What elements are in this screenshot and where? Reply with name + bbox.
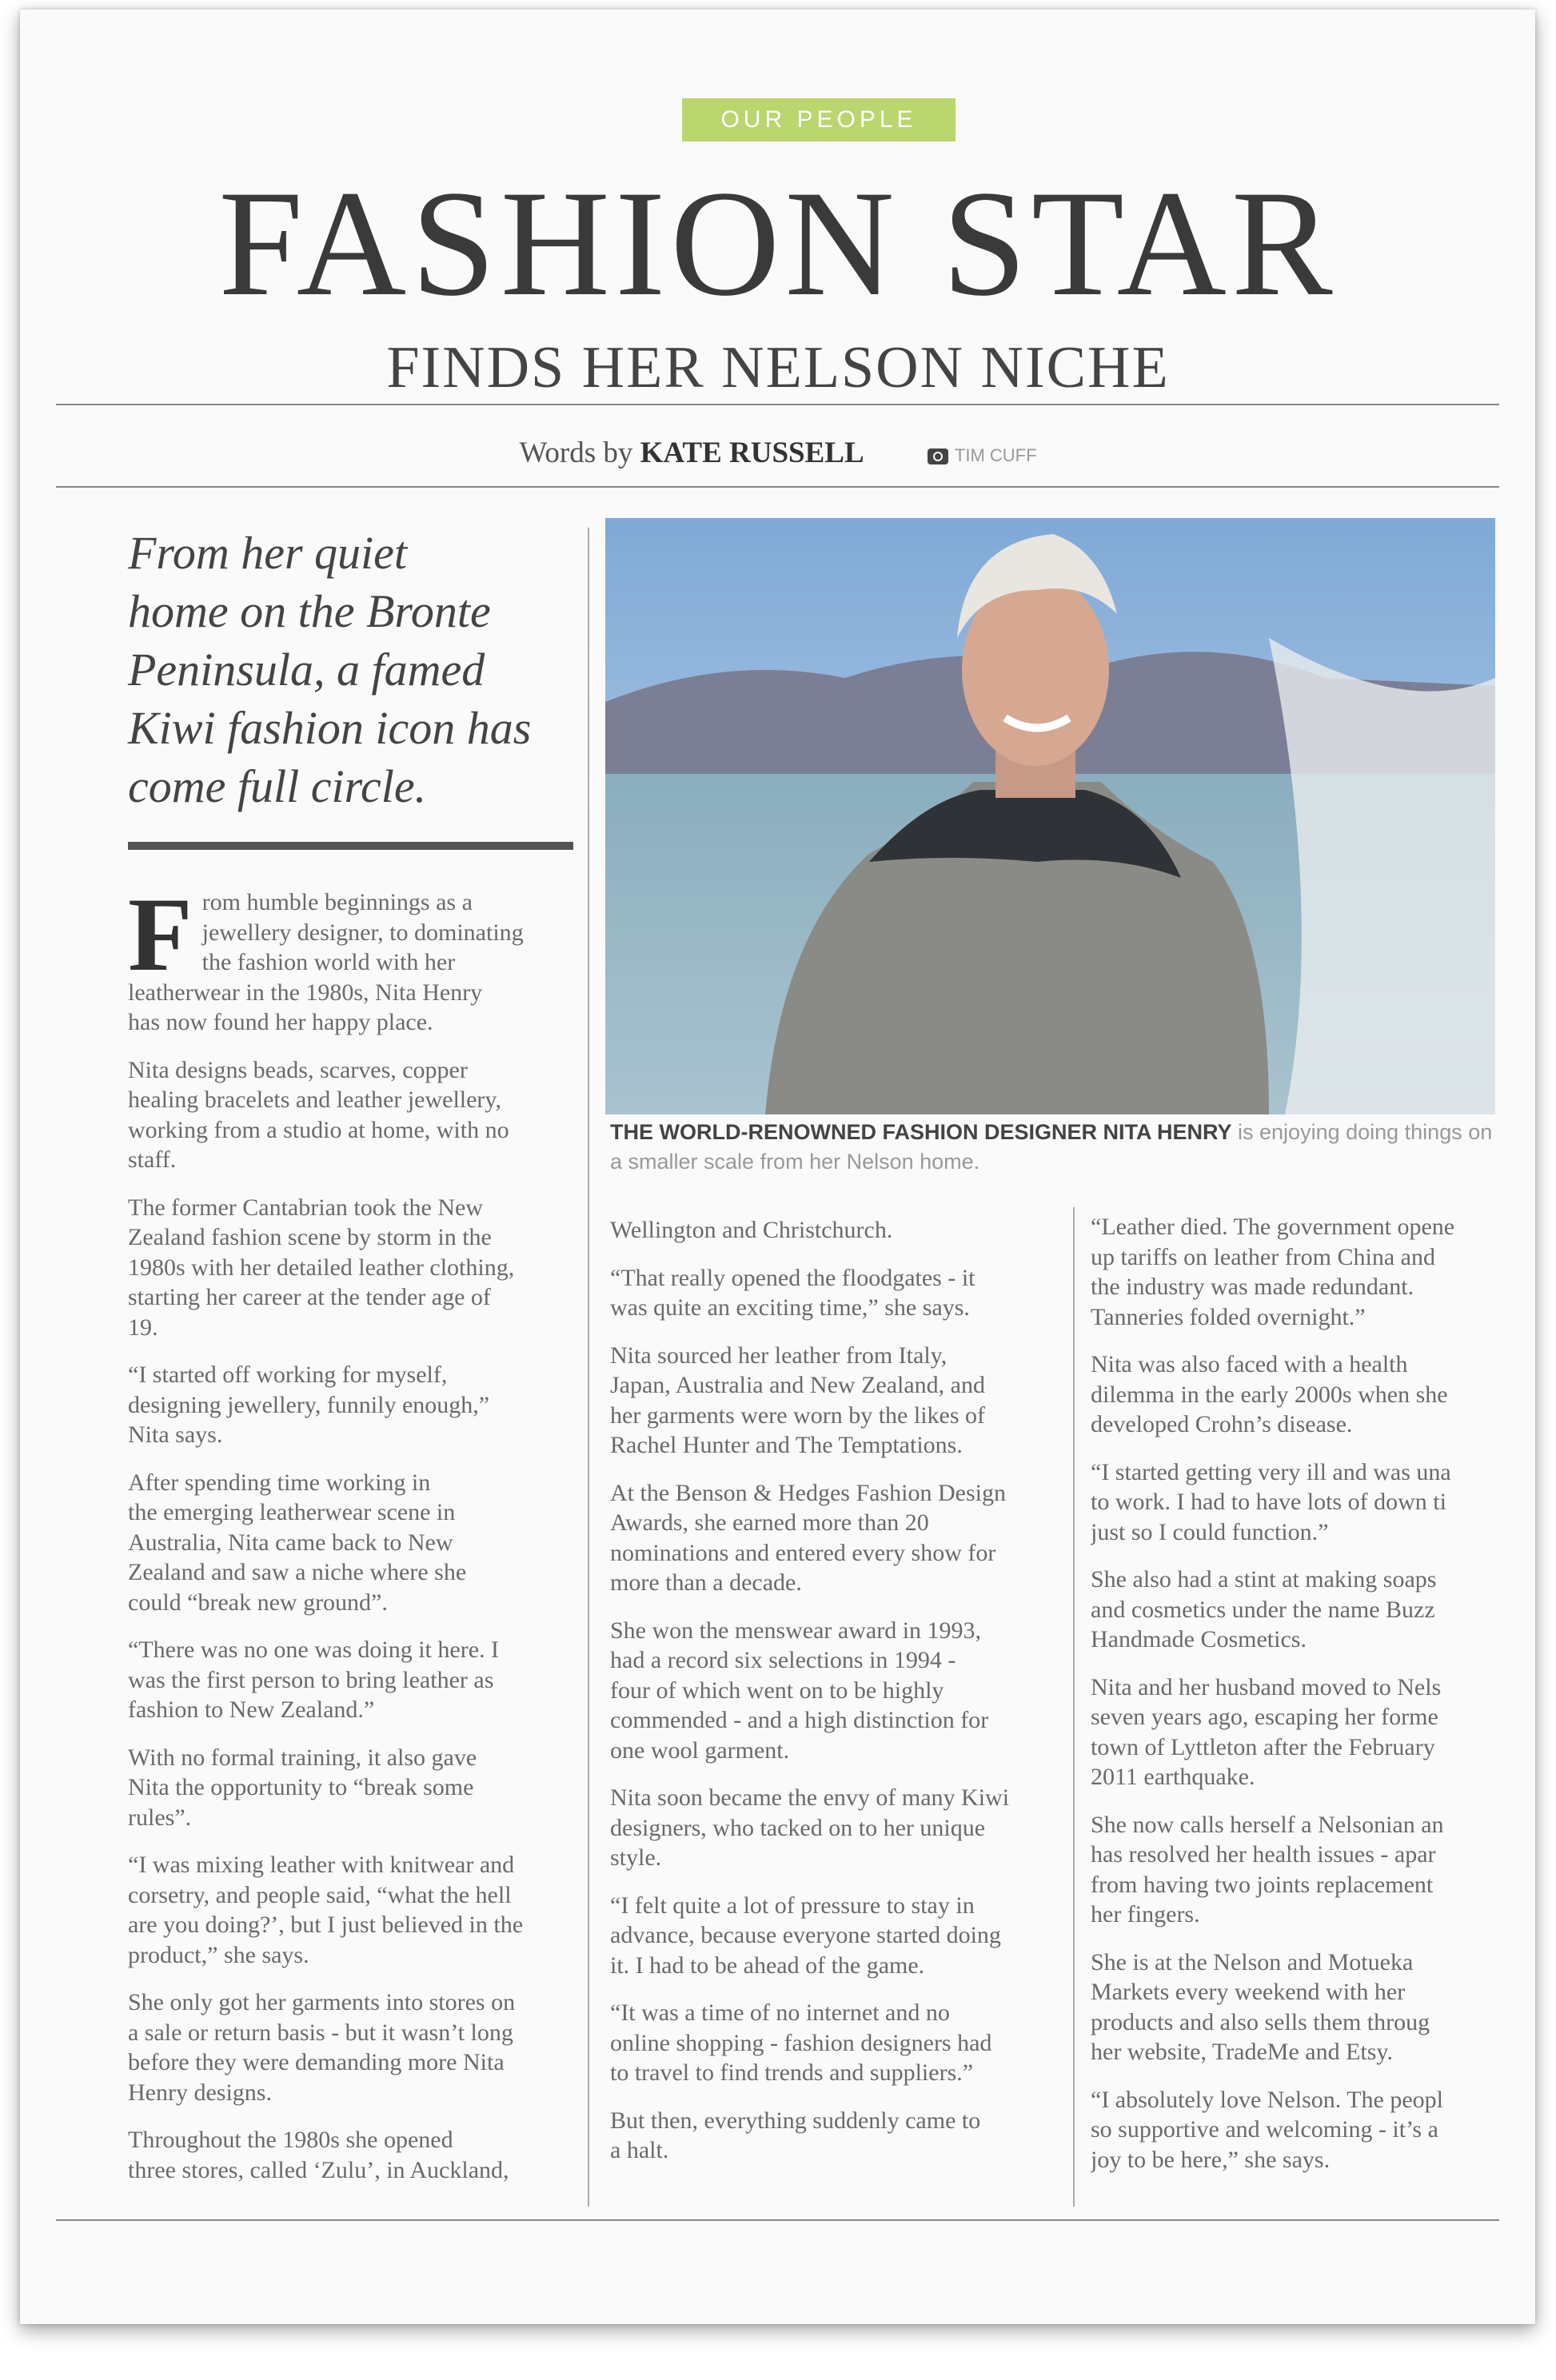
divider [56, 486, 1499, 488]
text-line: Tanneries folded overnight.” [1091, 1303, 1366, 1330]
text-line: before they were demanding more Nita [128, 2049, 505, 2075]
text-line: rules”. [128, 1804, 192, 1831]
paragraph [128, 1468, 576, 1618]
text-line: “I felt quite a lot of pressure to stay in [610, 1892, 975, 1919]
bottom-divider [56, 2219, 1499, 2221]
text-line: and cosmetics under the name Buzz [1091, 1596, 1435, 1623]
standfirst-line: Kiwi fashion icon has [128, 702, 532, 754]
text-line: dilemma in the early 2000s when she [1091, 1381, 1448, 1408]
text-line: four of which went on to be highly [610, 1676, 944, 1704]
paragraph [1091, 1565, 1495, 1655]
text-line: nominations and entered every show for [610, 1539, 996, 1566]
standfirst [128, 524, 576, 815]
paragraph [128, 1743, 576, 1833]
text-line: Wellington and Christchurch. [610, 1217, 893, 1243]
text-line: She also had a stint at making soaps [1091, 1566, 1437, 1593]
caption-text: is enjoying doing things on a smaller scale from her Nelson home. [610, 1120, 1493, 1174]
author-name: KATE RUSSELL [640, 437, 864, 469]
text-line: the industry was made redundant. [1091, 1274, 1414, 1300]
text-line: “I started off working for myself, [128, 1361, 448, 1388]
paragraph [610, 1341, 1062, 1461]
text-line: product,” she says. [128, 1941, 309, 1968]
paragraph [610, 1891, 1062, 1981]
text-line: 2011 earthquake. [1091, 1764, 1255, 1790]
text-line: up tariffs on leather from China and [1091, 1243, 1435, 1270]
paragraph [1091, 1349, 1495, 1440]
paragraph [1091, 1810, 1495, 1930]
text-line: designing jewellery, funnily enough,” [128, 1391, 490, 1418]
paragraph [128, 1055, 576, 1175]
headline: FASHION STAR [218, 160, 1338, 328]
text-line: “That really opened the floodgates - it [610, 1264, 975, 1291]
text-line: Nita soon became the envy of many Kiwi [610, 1784, 1010, 1811]
text-line: Throughout the 1980s she opened [128, 2127, 453, 2153]
text-line: With no formal training, it also gave [128, 1744, 477, 1771]
article-column-2 [610, 1215, 1062, 2183]
text-line: one wool garment. [610, 1736, 790, 1764]
paragraph [128, 1360, 576, 1450]
text-line: Nita was also faced with a health [1091, 1351, 1408, 1377]
text-line: town of Lyttleton after the February [1091, 1733, 1435, 1760]
text-line: it. I had to be ahead of the game. [610, 1951, 925, 1979]
text-line: Nita says. [128, 1421, 223, 1448]
caption-bold: THE WORLD-RENOWNED FASHION DESIGNER NITA HENRY [610, 1120, 1232, 1144]
text-line: leatherwear in the 1980s, Nita Henry [128, 979, 483, 1006]
text-line: jewellery designer, to dominating [201, 919, 524, 946]
text-line: Markets every weekend with her [1091, 1979, 1406, 2005]
text-line: are you doing?’, but I just believed in the [128, 1912, 524, 1938]
paragraph [128, 2125, 576, 2185]
text-line: “I absolutely love Nelson. The peopl [1091, 2086, 1444, 2113]
text-line: developed Crohn’s disease. [1091, 1411, 1353, 1437]
text-line: Nita the opportunity to “break some [128, 1774, 474, 1800]
paragraph [128, 1987, 576, 2107]
text-line: was quite an exciting time,” she says. [610, 1294, 970, 1321]
text-line: advance, because everyone started doing [610, 1922, 1001, 1948]
divider [56, 404, 1499, 405]
text-line: Henry designs. [128, 2079, 272, 2106]
text-line: Zealand fashion scene by storm in the [128, 1224, 492, 1250]
text-line: 19. [128, 1314, 158, 1341]
text-line: the emerging leatherwear scene in [128, 1499, 456, 1525]
text-line: products and also sells them throug [1091, 2008, 1430, 2035]
column-divider [1073, 1207, 1075, 2207]
text-line: fashion to New Zealand.” [128, 1696, 375, 1723]
text-line: designers, who tacked on to her unique [610, 1814, 986, 1841]
column-divider [588, 528, 589, 2207]
paragraph [128, 1850, 576, 1970]
paragraph [610, 1215, 1062, 1246]
text-line: joy to be here,” she says. [1091, 2146, 1331, 2173]
text-line: commended - and a high distinction for [610, 1707, 989, 1733]
text-line: “I started getting very ill and was una [1091, 1458, 1451, 1485]
paragraph [610, 2106, 1062, 2166]
text-line: Nita designs beads, scarves, copper [128, 1056, 468, 1083]
text-line: seven years ago, escaping her forme [1091, 1704, 1438, 1730]
subheadline: FINDS HER NELSON NICHE [386, 335, 1170, 401]
byline [0, 436, 1556, 470]
text-line: just so I could function.” [1091, 1518, 1329, 1545]
text-line: She now calls herself a Nelsonian an [1091, 1811, 1444, 1838]
text-line: was the first person to bring leather as [128, 1666, 494, 1693]
text-line: Rachel Hunter and The Temptations. [610, 1432, 963, 1458]
text-line: But then, everything suddenly came to [610, 2107, 981, 2134]
portrait-photo [605, 518, 1495, 1114]
text-line: her website, TradeMe and Etsy. [1091, 2039, 1393, 2065]
text-line: more than a decade. [610, 1569, 802, 1596]
text-line: has now found her happy place. [128, 1009, 433, 1035]
paragraph [128, 1193, 576, 1343]
text-line: Nita and her husband moved to Nels [1091, 1673, 1442, 1700]
text-line: She is at the Nelson and Motueka [1091, 1948, 1414, 1975]
photo-caption [610, 1118, 1498, 1177]
photo-credit [928, 445, 1037, 465]
text-line: “Leather died. The government opene [1091, 1214, 1455, 1240]
paragraph [1091, 1672, 1495, 1792]
text-line: her garments were worn by the likes of [610, 1401, 986, 1429]
text-line: so supportive and welcoming - it’s a [1091, 2116, 1438, 2143]
text-line: a sale or return basis - but it wasn’t long [128, 2019, 513, 2046]
article-column-1 [128, 875, 576, 2203]
drop-cap: F [128, 875, 193, 993]
paragraph [128, 1635, 576, 1725]
text-line: staff. [128, 1146, 177, 1173]
text-line: 1980s with her detailed leather clothing, [128, 1254, 515, 1281]
paragraph [610, 1616, 1062, 1766]
text-line: The former Cantabrian took the New [128, 1194, 484, 1221]
text-line: “There was no one was doing it here. I [128, 1636, 500, 1663]
camera-icon [928, 448, 948, 464]
text-line: After spending time working in [128, 1469, 431, 1496]
standfirst-line: From her quiet [128, 527, 408, 579]
paragraph [128, 875, 576, 1038]
photographer-name: TIM CUFF [954, 445, 1037, 465]
standfirst-line: come full circle. [128, 760, 427, 812]
section-badge: OUR PEOPLE [682, 98, 956, 142]
text-line: to work. I had to have lots of down ti [1091, 1489, 1446, 1515]
text-line: Nita sourced her leather from Italy, [610, 1341, 948, 1369]
standfirst-line: home on the Bronte [128, 585, 491, 637]
text-line: her fingers. [1091, 1901, 1200, 1928]
paragraph [610, 1478, 1062, 1598]
text-line: “I was mixing leather with knitwear and [128, 1852, 515, 1878]
text-line: Japan, Australia and New Zealand, and [610, 1372, 985, 1398]
text-line: to travel to find trends and suppliers.” [610, 2059, 974, 2086]
article-column-3 [1091, 1212, 1495, 2192]
text-line: online shopping - fashion designers had [610, 2029, 992, 2056]
byline-prefix: Words by [519, 437, 633, 469]
text-line: “It was a time of no internet and no [610, 1999, 950, 2026]
text-line: corsetry, and people said, “what the hell [128, 1881, 512, 1908]
paragraph [1091, 1947, 1495, 2067]
text-line: Australia, Nita came back to New [128, 1529, 453, 1556]
text-line: from having two joints replacement [1091, 1871, 1434, 1898]
text-line: She only got her garments into stores on [128, 1989, 516, 2015]
text-line: rom humble beginnings as a [201, 889, 473, 915]
text-line: had a record six selections in 1994 - [610, 1647, 956, 1673]
text-line: healing bracelets and leather jewellery, [128, 1086, 501, 1113]
paragraph [610, 1998, 1062, 2088]
text-line: Handmade Cosmetics. [1091, 1626, 1307, 1652]
text-line: At the Benson & Hedges Fashion Design [610, 1479, 1006, 1506]
text-line: three stores, called ‘Zulu’, in Auckland, [128, 2156, 509, 2183]
paragraph [1091, 2085, 1495, 2175]
paragraph [1091, 1457, 1495, 1548]
text-line: Zealand and saw a niche where she [128, 1559, 467, 1585]
text-line: style. [610, 1844, 662, 1871]
text-line: could “break new ground”. [128, 1589, 388, 1616]
text-line: a halt. [610, 2137, 669, 2163]
paragraph [1091, 1212, 1495, 1332]
paragraph [610, 1263, 1062, 1323]
text-line: working from a studio at home, with no [128, 1116, 509, 1143]
paragraph [610, 1783, 1062, 1873]
text-line: She won the menswear award in 1993, [610, 1617, 982, 1644]
text-line: Awards, she earned more than 20 [610, 1509, 929, 1536]
text-line: has resolved her health issues - apar [1091, 1841, 1436, 1868]
standfirst-rule [128, 842, 573, 850]
text-line: the fashion world with her [201, 949, 456, 975]
standfirst-line: Peninsula, a famed [128, 644, 485, 696]
text-line: starting her career at the tender age of [128, 1284, 491, 1310]
